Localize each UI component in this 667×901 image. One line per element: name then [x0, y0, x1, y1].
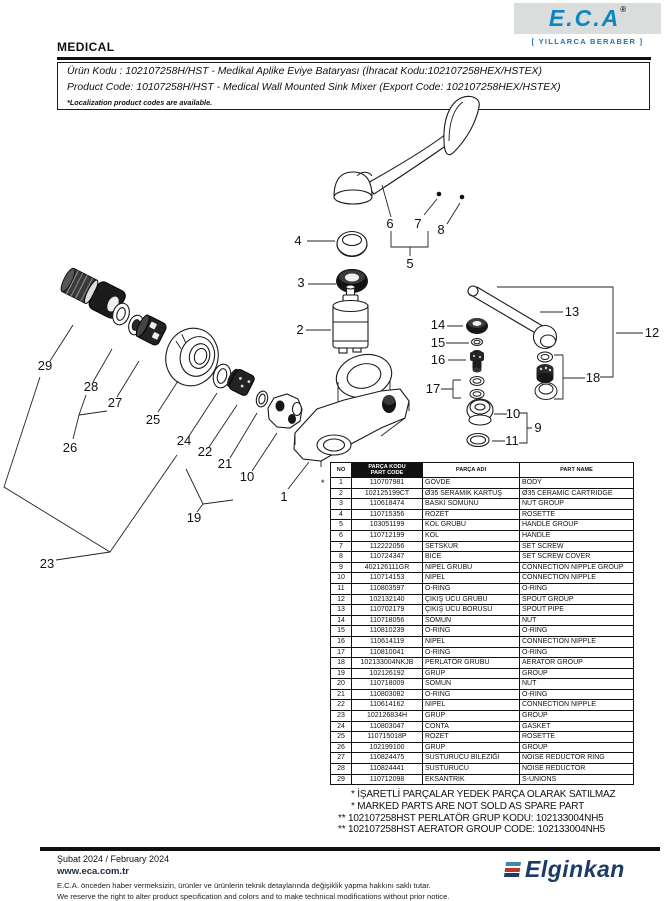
table-row — [331, 774, 634, 785]
table-cell: O-RING — [423, 626, 520, 637]
part-rosette-shape — [337, 232, 367, 257]
product-code-en: Product Code: 10107258H/HST - Medical Wall Mounted Sink Mixer (Export Code: 102107258HEX/HSTEX) — [67, 82, 561, 93]
table-cell: SETSKUR — [423, 541, 520, 552]
table-row — [331, 658, 634, 669]
table-cell: 110712098 — [352, 774, 423, 785]
part-setscrew-cover-shape — [460, 195, 465, 200]
table-cell: SUSTURUCU — [423, 764, 520, 775]
table-cell: 110803047 — [352, 721, 423, 732]
part-handle-shape — [334, 96, 479, 204]
table-row — [331, 689, 634, 700]
table-cell: CONNECTION NIPPLE — [520, 636, 634, 647]
table-cell: SUSTURUCU BİLEZİĞİ — [423, 753, 520, 764]
table-row — [331, 615, 634, 626]
table-row — [331, 647, 634, 658]
table-cell: 5 — [331, 520, 352, 531]
table-cell: 110707981 — [352, 478, 423, 489]
table-cell: 11 — [331, 583, 352, 594]
table-row — [331, 605, 634, 616]
footnotes — [338, 789, 615, 836]
table-cell: 110824441 — [352, 764, 423, 775]
footer-rule — [40, 847, 660, 851]
part-spout-shape — [468, 286, 557, 349]
footnote-line: * MARKED PARTS ARE NOT SOLD AS SPARE PART — [351, 800, 584, 812]
table-cell: GASKET — [520, 721, 634, 732]
table-cell: 110715018P — [352, 732, 423, 743]
table-cell: 102126834H — [352, 711, 423, 722]
table-cell: ÇIKIŞ UCU BORUSU — [423, 605, 520, 616]
elginkan-logo-text: Elginkan — [525, 856, 625, 882]
callout-label: 16 — [430, 352, 446, 367]
table-cell: 29 — [331, 774, 352, 785]
table-cell: SOMUN — [423, 615, 520, 626]
table-cell: 20 — [331, 679, 352, 690]
callout-label: 26 — [62, 440, 78, 455]
footnote-line: * İŞARETLİ PARÇALAR YEDEK PARÇA OLARAK SATILMAZ — [351, 789, 616, 800]
table-cell: 110803597 — [352, 583, 423, 594]
callout-label: 14 — [430, 317, 446, 332]
row1-asterisk: * — [321, 478, 325, 488]
table-cell: 402126111GR — [352, 562, 423, 573]
table-cell: NOISE REDUCTOR RING — [520, 753, 634, 764]
table-cell: 110614119 — [352, 636, 423, 647]
table-row — [331, 753, 634, 764]
table-cell: 6 — [331, 530, 352, 541]
callout-label: 2 — [296, 322, 304, 337]
part-oring15-shape — [472, 339, 483, 346]
callout-label: 13 — [564, 304, 580, 319]
part-oring-left-shape — [255, 390, 270, 408]
table-cell: CONNECTION NIPPLE — [520, 573, 634, 584]
table-cell: BİCE — [423, 552, 520, 563]
eca-logo-text: E.C.A® — [548, 5, 627, 31]
table-cell: 13 — [331, 605, 352, 616]
table-row — [331, 700, 634, 711]
table-row — [331, 711, 634, 722]
table-cell: O-RING — [520, 647, 634, 658]
table-cell: NUT GROUP — [520, 499, 634, 510]
table-cell: O-RING — [423, 689, 520, 700]
table-cell: PERLATÖR GRUBU — [423, 658, 520, 669]
table-cell: 8 — [331, 552, 352, 563]
table-cell: CONTA — [423, 721, 520, 732]
table-cell: HANDLE — [520, 530, 634, 541]
table-cell: NİPEL — [423, 636, 520, 647]
table-cell: 12 — [331, 594, 352, 605]
table-cell: GROUP — [520, 742, 634, 753]
table-cell: 110715356 — [352, 509, 423, 520]
footnote-line: ** 102107258HST PERLATÖR GRUP KODU: 102133004NH5 — [338, 812, 604, 824]
table-cell: EKSANTRİK — [423, 774, 520, 785]
table-cell: 24 — [331, 721, 352, 732]
table-cell: GRUP — [423, 668, 520, 679]
header-part-code — [352, 463, 423, 478]
table-row — [331, 573, 634, 584]
table-cell: O-RING — [520, 583, 634, 594]
table-cell: GÖVDE — [423, 478, 520, 489]
table-cell: 110714153 — [352, 573, 423, 584]
header-name-tr: PARÇA ADI — [423, 463, 520, 478]
table-row — [331, 668, 634, 679]
table-cell: NİPEL — [423, 700, 520, 711]
callout-label: 17 — [425, 381, 441, 396]
table-cell: 18 — [331, 658, 352, 669]
callout-label: 23 — [39, 556, 55, 571]
eca-tagline: [ YILLARCA BERABER ] — [531, 37, 644, 46]
table-row — [331, 530, 634, 541]
table-body — [331, 478, 634, 785]
table-cell: 102133004NKJB — [352, 658, 423, 669]
table-cell: NİPEL GRUBU — [423, 562, 520, 573]
table-cell: 110824475 — [352, 753, 423, 764]
table-cell: 110810239 — [352, 626, 423, 637]
table-cell: 102132140 — [352, 594, 423, 605]
footer-date: Şubat 2024 / February 2024 — [57, 854, 170, 864]
table-cell: SET SCREW — [520, 541, 634, 552]
table-row — [331, 509, 634, 520]
table-cell: 102125199CT — [352, 488, 423, 499]
callout-label: 10 — [239, 469, 255, 484]
callout-label: 5 — [406, 256, 414, 271]
table-cell: 110718009 — [352, 679, 423, 690]
table-row — [331, 742, 634, 753]
callout-label: 9 — [534, 420, 542, 435]
part-oring11-shape — [467, 434, 489, 447]
table-cell: KOL — [423, 530, 520, 541]
table-cell: ROZET — [423, 732, 520, 743]
table-cell: BODY — [520, 478, 634, 489]
table-cell: 19 — [331, 668, 352, 679]
callout-label: 3 — [297, 275, 305, 290]
table-cell: ROSETTE — [520, 509, 634, 520]
table-cell: 15 — [331, 626, 352, 637]
table-cell: SPOUT PIPE — [520, 605, 634, 616]
table-cell: 10 — [331, 573, 352, 584]
table-cell: 110724347 — [352, 552, 423, 563]
product-code-tr: Ürün Kodu : 102107258H/HST - Medikal Aplike Eviye Bataryası (İhracat Kodu:102107258HEX/HSTEX) — [67, 66, 542, 77]
table-row — [331, 488, 634, 499]
table-cell: 110618474 — [352, 499, 423, 510]
table-cell: CONNECTION NIPPLE — [520, 700, 634, 711]
part-nipple16-shape — [470, 350, 484, 373]
table-row — [331, 626, 634, 637]
table-row — [331, 520, 634, 531]
header-name-en: PART NAME — [520, 463, 634, 478]
table-row — [331, 478, 634, 489]
table-cell: S-UNIONS — [520, 774, 634, 785]
table-cell: GRUP — [423, 711, 520, 722]
footnote-line: ** 102107258HST AERATOR GROUP CODE: 102133004NH5 — [338, 824, 606, 836]
table-cell: 7 — [331, 541, 352, 552]
callout-label: 7 — [414, 216, 422, 231]
callout-label: 6 — [386, 216, 394, 231]
table-cell: 28 — [331, 764, 352, 775]
part-aerator-group-shape — [535, 352, 557, 400]
table-cell: 110712199 — [352, 530, 423, 541]
footer-disclaimer-en: We reserve the right to alter product specification and colors and to make technical modifications without prior notice. — [57, 892, 450, 901]
localization-note: *Localization product codes are available. — [67, 98, 213, 107]
elginkan-logo-mark — [504, 862, 521, 877]
table-header-row — [331, 463, 634, 478]
table-cell: GROUP — [520, 668, 634, 679]
section-title: MEDICAL — [57, 40, 115, 54]
table-row — [331, 562, 634, 573]
table-cell: SPOUT GROUP — [520, 594, 634, 605]
table-row — [331, 552, 634, 563]
table-cell: CONNECTION NIPPLE GROUP — [520, 562, 634, 573]
callout-label: 1 — [280, 489, 288, 504]
table-cell: 110810041 — [352, 647, 423, 658]
table-cell: NUT — [520, 679, 634, 690]
callout-label: 25 — [145, 412, 161, 427]
part-nut-right-shape — [466, 318, 488, 334]
table-cell: ROSETTE — [520, 732, 634, 743]
table-cell: O-RING — [423, 583, 520, 594]
table-cell: 25 — [331, 732, 352, 743]
table-cell: 14 — [331, 615, 352, 626]
callout-label: 19 — [186, 510, 202, 525]
table-cell: 110803082 — [352, 689, 423, 700]
callout-label: 24 — [176, 433, 192, 448]
callout-label: 4 — [294, 233, 302, 248]
table-row — [331, 732, 634, 743]
part-orings17-shape — [470, 377, 484, 399]
callout-label: 8 — [437, 222, 445, 237]
table-cell: SOMUN — [423, 679, 520, 690]
table-cell: Ø35 CERAMIC CARTRIDGE — [520, 488, 634, 499]
table-cell: 21 — [331, 689, 352, 700]
header-no: NO — [331, 463, 352, 478]
table-cell: 23 — [331, 711, 352, 722]
table-cell: AERATOR GROUP — [520, 658, 634, 669]
table-row — [331, 679, 634, 690]
footer-website: www.eca.com.tr — [57, 866, 129, 877]
callout-label: 12 — [644, 325, 660, 340]
table-row — [331, 583, 634, 594]
callout-label: 10 — [505, 406, 521, 421]
table-cell: 110614162 — [352, 700, 423, 711]
table-row — [331, 499, 634, 510]
table-row — [331, 541, 634, 552]
table-cell: Ø35 SERAMİK KARTUŞ — [423, 488, 520, 499]
header-part-code-tr: PARÇA KODU — [368, 464, 406, 470]
table-cell: GRUP — [423, 742, 520, 753]
table-cell: 3 — [331, 499, 352, 510]
callout-label: 22 — [197, 444, 213, 459]
parts-table — [330, 462, 634, 785]
table-cell: HANDLE GROUP — [520, 520, 634, 531]
table-cell: 4 — [331, 509, 352, 520]
callout-label: 27 — [107, 395, 123, 410]
table-row — [331, 721, 634, 732]
callout-label: 21 — [217, 456, 233, 471]
footer-disclaimer-tr: E.C.A. önceden haber vermeksizin, ürünler ve ürünlerin teknik detaylarında değişiklik yapma hakkını saklı tutar. — [57, 881, 431, 890]
part-nipple-right-shape — [467, 399, 493, 425]
callout-label: 28 — [83, 379, 99, 394]
table-cell: 102126192 — [352, 668, 423, 679]
part-body-shape — [294, 349, 409, 467]
part-cartridge-shape — [333, 285, 368, 353]
table-cell: 1 — [331, 478, 352, 489]
table-row — [331, 764, 634, 775]
table-cell: 110702179 — [352, 605, 423, 616]
callout-label: 29 — [37, 358, 53, 373]
callout-label: 15 — [430, 335, 446, 350]
table-cell: KOL GRUBU — [423, 520, 520, 531]
header-part-code-en: PART CODE — [370, 470, 404, 476]
table-cell: 22 — [331, 700, 352, 711]
table-cell: O-RING — [423, 647, 520, 658]
table-row — [331, 594, 634, 605]
part-hexnut-shape — [268, 394, 302, 428]
table-cell: 112222056 — [352, 541, 423, 552]
table-cell: 110718056 — [352, 615, 423, 626]
callout-label: 11 — [505, 433, 519, 448]
table-cell: NİPEL — [423, 573, 520, 584]
table-cell: NOISE REDUCTOR — [520, 764, 634, 775]
table-cell: GROUP — [520, 711, 634, 722]
table-cell: ROZET — [423, 509, 520, 520]
table-cell: NUT — [520, 615, 634, 626]
elginkan-logo — [505, 856, 625, 883]
table-row — [331, 636, 634, 647]
table-cell: 27 — [331, 753, 352, 764]
table-cell: 9 — [331, 562, 352, 573]
part-setscrew-shape — [437, 192, 442, 197]
table-cell: 17 — [331, 647, 352, 658]
registered-mark: ® — [620, 5, 627, 14]
table-cell: O-RING — [520, 689, 634, 700]
table-cell: 102199100 — [352, 742, 423, 753]
table-cell: 103051199 — [352, 520, 423, 531]
table-cell: ÇIKIŞ UCU GRUBU — [423, 594, 520, 605]
table-cell: 26 — [331, 742, 352, 753]
table-cell: 16 — [331, 636, 352, 647]
table-cell: O-RING — [520, 626, 634, 637]
table-cell: BASKI SOMUNU — [423, 499, 520, 510]
table-cell: 2 — [331, 488, 352, 499]
callout-label: 18 — [585, 370, 601, 385]
table-cell: SET SCREW COVER — [520, 552, 634, 563]
